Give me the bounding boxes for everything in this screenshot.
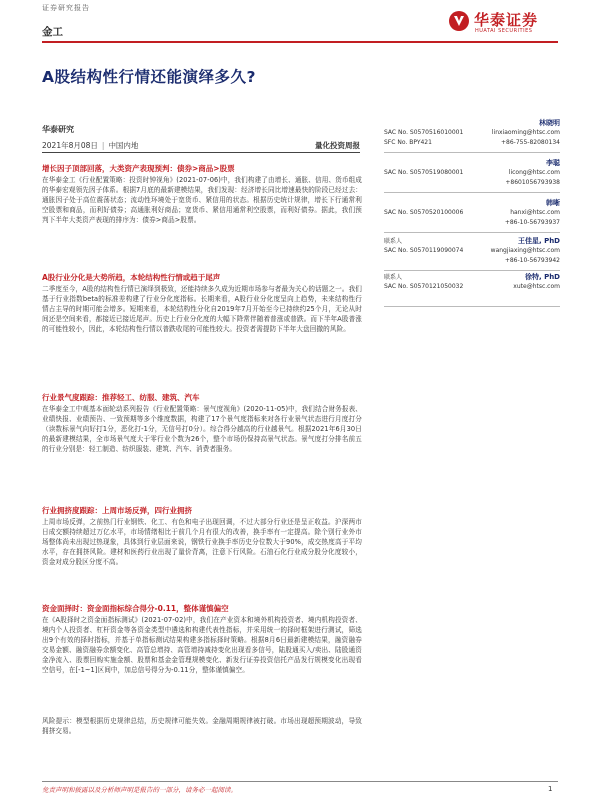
analyst-phone: +86-755-82080134 — [501, 139, 560, 146]
meta-separator: | — [101, 141, 105, 150]
analyst-email[interactable]: hanxi@htsc.com — [510, 209, 560, 216]
analyst-sac: SAC No. S0570519080001 — [384, 169, 464, 176]
analyst-sac: SAC No. S0570516010001 — [384, 129, 464, 136]
section-body: 二季度至今，A股的结构性行情已演绎到极致，还能持续多久成为近期市场参与者最为关心的话题之一。我们基于行业指数beta的标准差构建了行业分化度指标。长期来看，A股行业分化度呈向上趋势，未来结构性行情占主导的时期可能会增多。短期来看，本轮结构性分化自2019年7月开始至今已持续约25个月，无论从时间还是空间来看，都接近已接近尾声。历史上行业分化度的大幅下降常伴随着普涨或普跌。而下半年A股普涨的可能性较小，因此，本轮结构性行情以普跌收尾的可能性较大。投资者需提防下半年大盘回撤的风险。 — [42, 285, 362, 334]
analyst-sac: SAC No. S0570520100006 — [384, 209, 464, 216]
analyst-email[interactable]: xute@htsc.com — [513, 283, 560, 290]
sector-label: 金工 — [42, 26, 63, 38]
analyst-card — [384, 236, 560, 276]
analyst-phone: +8601056793938 — [505, 179, 560, 186]
section-heading: 行业景气度跟踪：推荐轻工、纺服、建筑、汽车 — [42, 393, 200, 402]
analyst-role: 联系人 — [384, 274, 403, 281]
huatai-logo-icon — [448, 10, 470, 32]
analyst-card — [384, 158, 560, 198]
company-logo — [448, 8, 568, 38]
doc-type-label: 证券研究报告 — [42, 4, 90, 12]
section-body: 在《A股择时之资金面指标测试》(2021-07-02)中，我们在产业资本和境外机构投资者、境内机构投资者、境内个人投资者、杠杆资金等各资金类型中遴选和构建代表性指标，并采用统一的择时框架进行测试，筛选出9个有效的择时指标，并基于单指标测试结果构建多指标择时策略。根据8月6日最新建模结果，融资融券交易金额、融资融券余额变化、高管总增持、高管增持减持变化出现看多信号，陆股通买入/卖出、陆股通资金净流入、股票回购实施金额、股票和基金金管理规模变化、新发行证券投资信托产品发行规模变化出现看空信号，在[-1~1]区间中，加总信号得分为-0.11分，整体谨慎偏空。 — [42, 616, 362, 675]
report-kind: 量化投资周报 — [315, 141, 360, 150]
risk-warning-text: 风险提示：模型根据历史规律总结，历史规律可能失效。金融周期规律被打破。市场出现超预期波动，导致拥挤交易。 — [42, 717, 362, 736]
analyst-email[interactable]: linxiaoming@htsc.com — [491, 129, 560, 136]
footer-disclaimer: 免责声明和披露以及分析师声明是报告的一部分，请务必一起阅读。 — [42, 786, 237, 794]
analyst-email[interactable]: licong@htsc.com — [508, 169, 560, 176]
section-risk-warning — [42, 716, 362, 736]
analyst-divider — [384, 232, 560, 233]
analyst-sfc: SFC No. BPY421 — [384, 139, 432, 146]
analyst-sac: SAC No. S0570119090074 — [384, 247, 464, 254]
section-heading: 增长因子顶部回落，大类资产表现预判：债券>商品>股票 — [42, 164, 235, 173]
research-org: 华泰研究 — [42, 125, 74, 134]
logo-text-cn: 华泰证券 — [474, 11, 539, 29]
analyst-phone: +86-10-56793942 — [504, 257, 560, 264]
analyst-name: 徐特, PhD — [524, 273, 560, 281]
analyst-card — [384, 272, 560, 312]
logo-text-en: HUATAI SECURITIES — [475, 28, 533, 34]
analyst-card — [384, 118, 560, 158]
section-heading: 行业拥挤度跟踪：上周市场反弹，四行业拥挤 — [42, 506, 192, 515]
analyst-name: 王佳星, PhD — [517, 237, 560, 245]
section-capital-timing — [42, 603, 362, 676]
meta-divider — [42, 152, 360, 153]
section-heading: 资金面择时：资金面指标综合得分-0.11，整体谨慎偏空 — [42, 604, 229, 613]
section-crowdedness-tracking — [42, 505, 362, 567]
section-heading: A股行业分化是大势所趋，本轮结构性行情或趋于尾声 — [42, 273, 221, 282]
analyst-divider — [384, 152, 560, 153]
analyst-role: 联系人 — [384, 238, 403, 245]
analyst-divider — [384, 270, 560, 271]
analyst-sac: SAC No. S0570121050032 — [384, 283, 464, 290]
report-date: 2021年8月08日 — [42, 141, 98, 150]
section-body: 在华泰金工《行业配置策略：投资时钟视角》(2021-07-06)中，我们构建了由增长、通胀、信用、货币组成的华泰宏观领先因子体系。根据7月底的最新建模结果，我们发现：经济增长同比增速最快的阶段已经过去：通胀因子处于高位震荡状态；流动性环境处于宽货币、紧信用的状态。根据历史统计规律，增长下行通常利空股票和商品，而利好债券；高通胀利好商品；宽货币、紧信用通常利空股票，而利好债券。据此，我们预判下半年大类资产表现的排序为：债券>商品>股票。 — [42, 176, 362, 225]
report-title: A股结构性行情还能演绎多久? — [42, 68, 256, 86]
footer-divider — [42, 781, 558, 782]
analyst-divider — [384, 306, 560, 307]
header-divider — [42, 41, 558, 43]
analyst-name: 韩晰 — [546, 199, 560, 207]
analyst-phone: +86-10-56793937 — [504, 219, 560, 226]
analyst-divider — [384, 192, 560, 193]
section-prosperity-tracking — [42, 392, 362, 454]
analyst-name: 李聪 — [546, 159, 560, 167]
analyst-name: 林晓明 — [539, 119, 560, 127]
analyst-email[interactable]: wangjiaxing@htsc.com — [490, 247, 560, 254]
report-meta-row — [42, 140, 360, 152]
analyst-card — [384, 198, 560, 238]
section-industry-divergence — [42, 272, 362, 334]
section-body: 上周市场反弹，之前热门行业钢铁、化工、有色和电子出现回调，不过大部分行业还是呈正收益。沪深两市日成交额持续超过万亿水平，市场情绪相比于前几个月有很大的改善，换手率有一定提高。除个别行业外市场整体尚未出现过热现象，具体到行业层面来说，钢铁行业换手率历史分位数大于90%，成交热度高于平均水平，存在拥挤风险。建材和医药行业出现了量价背离，注意下行风险。石油石化行业成分股分化度较小，资金对成分股区分度不高。 — [42, 518, 363, 567]
section-body: 在华泰金工中观基本面轮动系列报告《行业配置策略：景气度视角》(2020-11-05)中，我们结合财务报表、业绩快报、业绩预告、一致预期等多个维度数据，构建了17个景气度指标来对各行业景气状态进行月度打分（读数标景气向好打1分，恶化打-1分，无信号打0分）。综合得分越高的行业越景气。根据2021年6月30日的最新建模结果，全市场景气度大于零行业个数为26个，整个市场仍保持高景气状态。景气度打分排名前五的行业分别是：轻工制造、纺织服装、建筑、汽车、消费者服务。 — [42, 405, 362, 454]
section-growth-factor — [42, 163, 362, 225]
page-number: 1 — [548, 785, 553, 793]
report-region: 中国内地 — [108, 141, 139, 150]
